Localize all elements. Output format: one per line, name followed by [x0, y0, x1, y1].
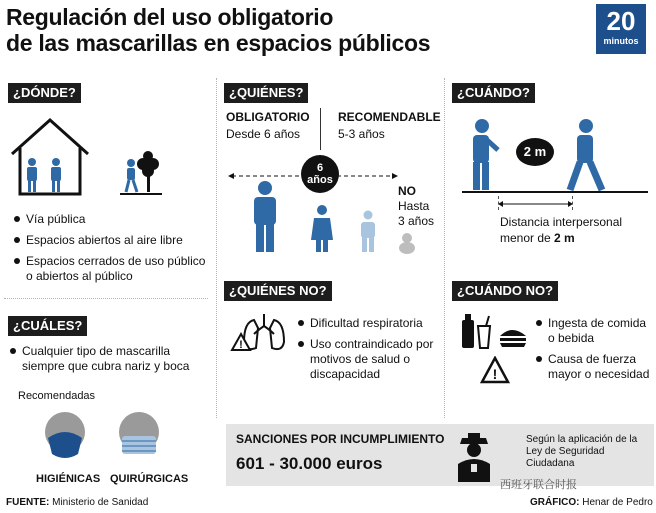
- page-title: [6, 4, 566, 56]
- title-line-2: de las mascarillas en espacios públicos: [6, 30, 431, 56]
- warning-icon: [480, 356, 510, 384]
- header-cuando-no: ¿CUÁNDO NO?: [452, 281, 558, 301]
- park-walker-icon: [118, 150, 164, 200]
- header-quienes-no: ¿QUIÉNES NO?: [224, 281, 332, 301]
- mask-type-hygienic: HIGIÉNICAS: [36, 473, 101, 485]
- no-age-line2: 3 años: [398, 214, 435, 228]
- brand-logo: [596, 4, 646, 54]
- no-age-line1: Hasta: [398, 199, 430, 213]
- header-cuales: ¿CUÁLES?: [8, 316, 87, 336]
- age-marker: 6 años: [301, 155, 339, 193]
- distance-caption-line1: Distancia interpersonal: [500, 215, 623, 229]
- list-item: Ingesta de comida o bebida: [536, 316, 654, 346]
- food-drink-icon: [458, 312, 530, 350]
- list-item: Vía pública: [14, 212, 210, 227]
- footer-source: FUENTE: Ministerio de Sanidad: [6, 497, 149, 508]
- distance-illustration: [462, 118, 648, 198]
- adult-icon: [248, 180, 282, 254]
- column-divider-right: [444, 78, 445, 418]
- cuales-text: Cualquier tipo de mascarilla siempre que cubra nariz y boca: [10, 344, 210, 374]
- obligatorio-age: Desde 6 años: [226, 127, 301, 141]
- header-quienes: ¿QUIÉNES?: [224, 83, 308, 103]
- distance-caption-value: 2 m: [554, 231, 575, 245]
- mask-type-surgical: QUIRÚRGICAS: [110, 473, 189, 485]
- quienes-no-list: [298, 316, 438, 382]
- list-item: Espacios cerrados de uso público o abiertos al público: [14, 254, 210, 284]
- sanctions-panel: [226, 424, 654, 486]
- child-icon: [310, 204, 334, 254]
- distance-arrow: [498, 200, 573, 208]
- surgical-mask-icon: [116, 408, 162, 462]
- recomendable-age: 5-3 años: [338, 127, 385, 141]
- donde-list: [14, 212, 210, 284]
- watermark: 西班牙联合时报: [500, 479, 577, 491]
- svg-text:!: !: [492, 366, 498, 382]
- distance-caption-line2: menor de 2 m: [500, 231, 575, 245]
- baby-icon: [396, 232, 418, 254]
- title-line-1: Regulación del uso obligatorio: [6, 4, 334, 30]
- row-divider-left: [4, 298, 208, 299]
- list-item: Uso contraindicado por motivos de salud o discapacidad: [298, 337, 438, 382]
- small-child-icon: [358, 210, 378, 254]
- recomendable-label: RECOMENDABLE: [338, 110, 441, 124]
- list-item: Espacios abiertos al aire libre: [14, 233, 210, 248]
- recommended-label: Recomendadas: [18, 390, 96, 402]
- house-icon: [8, 114, 92, 200]
- distance-badge: 2 m: [516, 138, 554, 166]
- sanctions-amount: 601 - 30.000 euros: [236, 454, 383, 473]
- column-divider-left: [216, 78, 217, 418]
- logo-number: 20: [606, 6, 636, 36]
- list-item: Causa de fuerza mayor o necesidad: [536, 352, 654, 382]
- cuando-no-list: [536, 316, 654, 382]
- obligatorio-label: OBLIGATORIO: [226, 110, 310, 124]
- lungs-warning-icon: [230, 312, 288, 356]
- svg-text:!: !: [239, 339, 243, 351]
- header-cuando: ¿CUÁNDO?: [452, 83, 535, 103]
- header-donde: ¿DÓNDE?: [8, 83, 81, 103]
- no-label: NO: [398, 184, 416, 198]
- police-officer-icon: [454, 430, 494, 482]
- hygienic-mask-icon: [42, 408, 88, 462]
- footer-graphic: GRÁFICO: Henar de Pedro: [530, 497, 653, 508]
- sanctions-label: SANCIONES POR INCUMPLIMIENTO: [236, 432, 445, 446]
- sanctions-note: Según la aplicación de la Ley de Seguridad Ciudadana: [526, 434, 638, 469]
- list-item: Dificultad respiratoria: [298, 316, 438, 331]
- age-divider: [320, 108, 321, 150]
- logo-word: minutos: [603, 36, 639, 46]
